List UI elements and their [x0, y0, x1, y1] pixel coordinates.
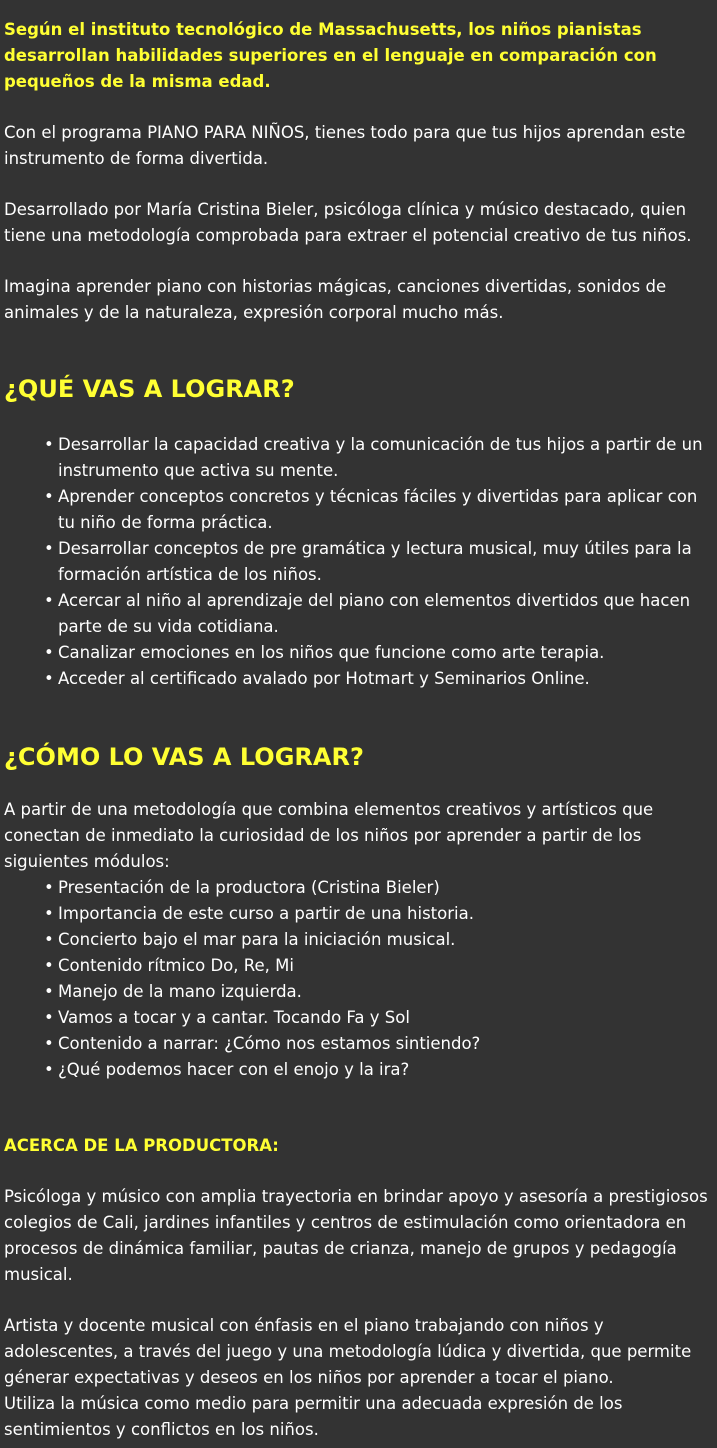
- intro-paragraph-1: Con el programa PIANO PARA NIÑOS, tienes todo para que tus hijos aprendan este instrumento de forma divertida.: [4, 123, 686, 168]
- producer-paragraph-3: Utiliza la música como medio para permitir una adecuada expresión de los sentimientos y conflictos en los niños.: [4, 1394, 623, 1439]
- achieve-heading: ¿QUÉ VAS A LOGRAR?: [4, 375, 295, 403]
- intro-paragraph-2: Desarrollado por María Cristina Bieler, psicóloga clínica y músico destacado, quien tiene una metodología comprobada para extraer el potencial creativo de tus niños.: [4, 200, 692, 245]
- modules-list: [4, 875, 717, 1083]
- list-item: • Acceder al certificado avalado por Hotmart y Seminarios Online.: [44, 666, 717, 692]
- intro-paragraph-3: Imagina aprender piano con historias mágicas, canciones divertidas, sonidos de animales y de la naturaleza, expresión corporal mucho más.: [4, 277, 667, 322]
- list-item: • ¿Qué podemos hacer con el enojo y la ira?: [44, 1057, 717, 1083]
- intro-highlight: Según el instituto tecnológico de Massachusetts, los niños pianistas desarrollan habilidades superiores en el lenguaje en comparación con pequeños de la misma edad.: [4, 20, 657, 91]
- list-item: • Acercar al niño al aprendizaje del piano con elementos divertidos que hacen parte de su vida cotidiana.: [44, 588, 717, 640]
- list-item: • Presentación de la productora (Cristina Bieler): [44, 875, 717, 901]
- list-item: • Contenido a narrar: ¿Cómo nos estamos sintiendo?: [44, 1031, 717, 1057]
- list-item: • Vamos a tocar y a cantar. Tocando Fa y Sol: [44, 1005, 717, 1031]
- how-intro: A partir de una metodología que combina elementos creativos y artísticos que conectan de inmediato la curiosidad de los niños por aprender a partir de los siguientes módulos:: [4, 800, 654, 871]
- how-heading: ¿CÓMO LO VAS A LOGRAR?: [4, 743, 364, 771]
- list-item: • Aprender conceptos concretos y técnicas fáciles y divertidas para aplicar con tu niño de forma práctica.: [44, 484, 717, 536]
- list-item: • Contenido rítmico Do, Re, Mi: [44, 953, 717, 979]
- list-item: • Concierto bajo el mar para la iniciación musical.: [44, 927, 717, 953]
- producer-paragraph-2: Artista y docente musical con énfasis en el piano trabajando con niños y adolescentes, a través del juego y una metodología lúdica y divertida, que permite génerar expectativas y deseos en los niños por aprender a tocar el piano.: [4, 1316, 692, 1387]
- list-item: • Importancia de este curso a partir de una historia.: [44, 901, 717, 927]
- producer-paragraph-1: Psicóloga y músico con amplia trayectoria en brindar apoyo y asesoría a prestigiosos colegios de Cali, jardines infantiles y centros de estimulación como orientadora en procesos de dinámica familiar, pautas de crianza, manejo de grupos y pedagogía musical.: [4, 1187, 708, 1284]
- list-item: • Desarrollar conceptos de pre gramática y lectura musical, muy útiles para la formación artística de los niños.: [44, 536, 717, 588]
- achieve-list: [4, 432, 717, 692]
- list-item: • Canalizar emociones en los niños que funcione como arte terapia.: [44, 640, 717, 666]
- list-item: • Desarrollar la capacidad creativa y la comunicación de tus hijos a partir de un instrumento que activa su mente.: [44, 432, 717, 484]
- producer-heading: ACERCA DE LA PRODUCTORA:: [4, 1136, 279, 1155]
- list-item: • Manejo de la mano izquierda.: [44, 979, 717, 1005]
